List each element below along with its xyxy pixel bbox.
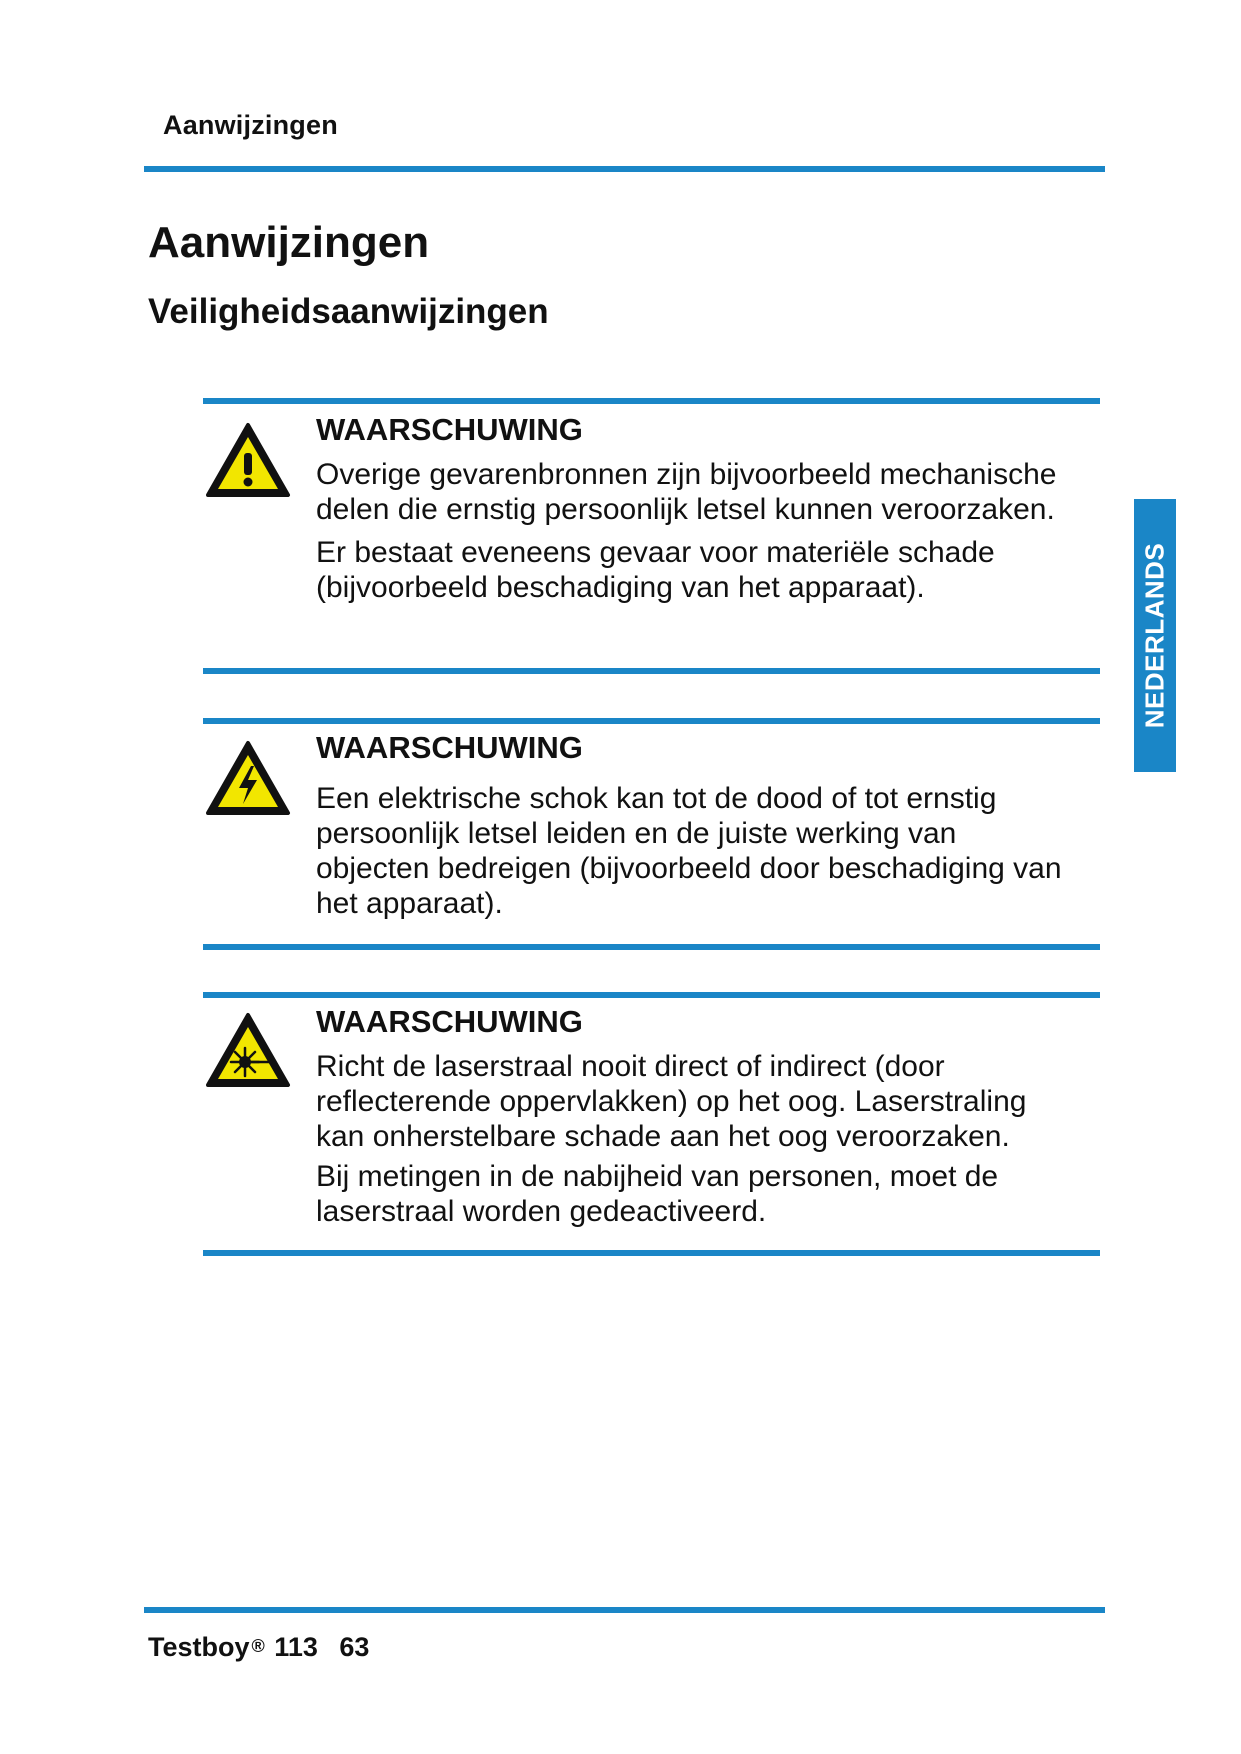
warning-box-electric: [203, 718, 1100, 950]
warning-box-general: [203, 398, 1100, 674]
warning-paragraph: Richt de laserstraal nooit direct of indirect (door reflecterende oppervlakken) op het oog. Laserstraling kan onherstelbare schade aan het oog veroorzaken.: [316, 1050, 1027, 1153]
warning-bottom-rule: [203, 944, 1100, 950]
warning-paragraph: Een elektrische schok kan tot de dood of tot ernstig persoonlijk letsel leiden en de juiste werking van objecten bedreigen (bijvoorbeeld door beschadiging van het apparaat).: [316, 782, 1062, 920]
warning-bottom-rule: [203, 1250, 1100, 1256]
warning-top-rule: [203, 992, 1100, 998]
running-header-title: Aanwijzingen: [163, 110, 338, 140]
footer: [148, 1632, 369, 1663]
footer-rule: [144, 1607, 1105, 1613]
section-subtitle: Veiligheidsaanwijzingen: [148, 292, 549, 331]
warning-top-rule: [203, 718, 1100, 724]
warning-box-laser: [203, 992, 1100, 1256]
registered-mark: ®: [251, 1636, 265, 1656]
warning-exclamation-icon: [205, 422, 291, 498]
warning-heading: WAARSCHUWING: [316, 730, 583, 765]
page-title: Aanwijzingen: [148, 218, 430, 267]
language-side-tab-label: NEDERLANDS: [1139, 542, 1170, 729]
footer-brand: Testboy: [148, 1632, 250, 1662]
warning-content: [316, 1004, 1076, 1237]
warning-heading: WAARSCHUWING: [316, 412, 583, 447]
warning-paragraph: Er bestaat eveneens gevaar voor materiële schade (bijvoorbeeld beschadiging van het apparaat).: [316, 536, 995, 604]
warning-paragraph: Bij metingen in de nabijheid van personen, moet de laserstraal worden gedeactiveerd.: [316, 1160, 999, 1228]
warning-content: [316, 730, 1076, 929]
footer-model: 113: [274, 1632, 318, 1662]
electric-shock-icon: [205, 740, 291, 816]
warning-bottom-rule: [203, 668, 1100, 674]
warning-paragraph: Overige gevarenbronnen zijn bijvoorbeeld mechanische delen die ernstig persoonlijk letsel kunnen veroorzaken.: [316, 458, 1057, 526]
language-side-tab: [1134, 499, 1176, 772]
warning-content: [316, 412, 1076, 613]
header-rule: [144, 166, 1105, 172]
warning-top-rule: [203, 398, 1100, 404]
laser-radiation-icon: [205, 1012, 291, 1088]
page-number: 63: [339, 1632, 370, 1662]
warning-heading: WAARSCHUWING: [316, 1004, 583, 1039]
